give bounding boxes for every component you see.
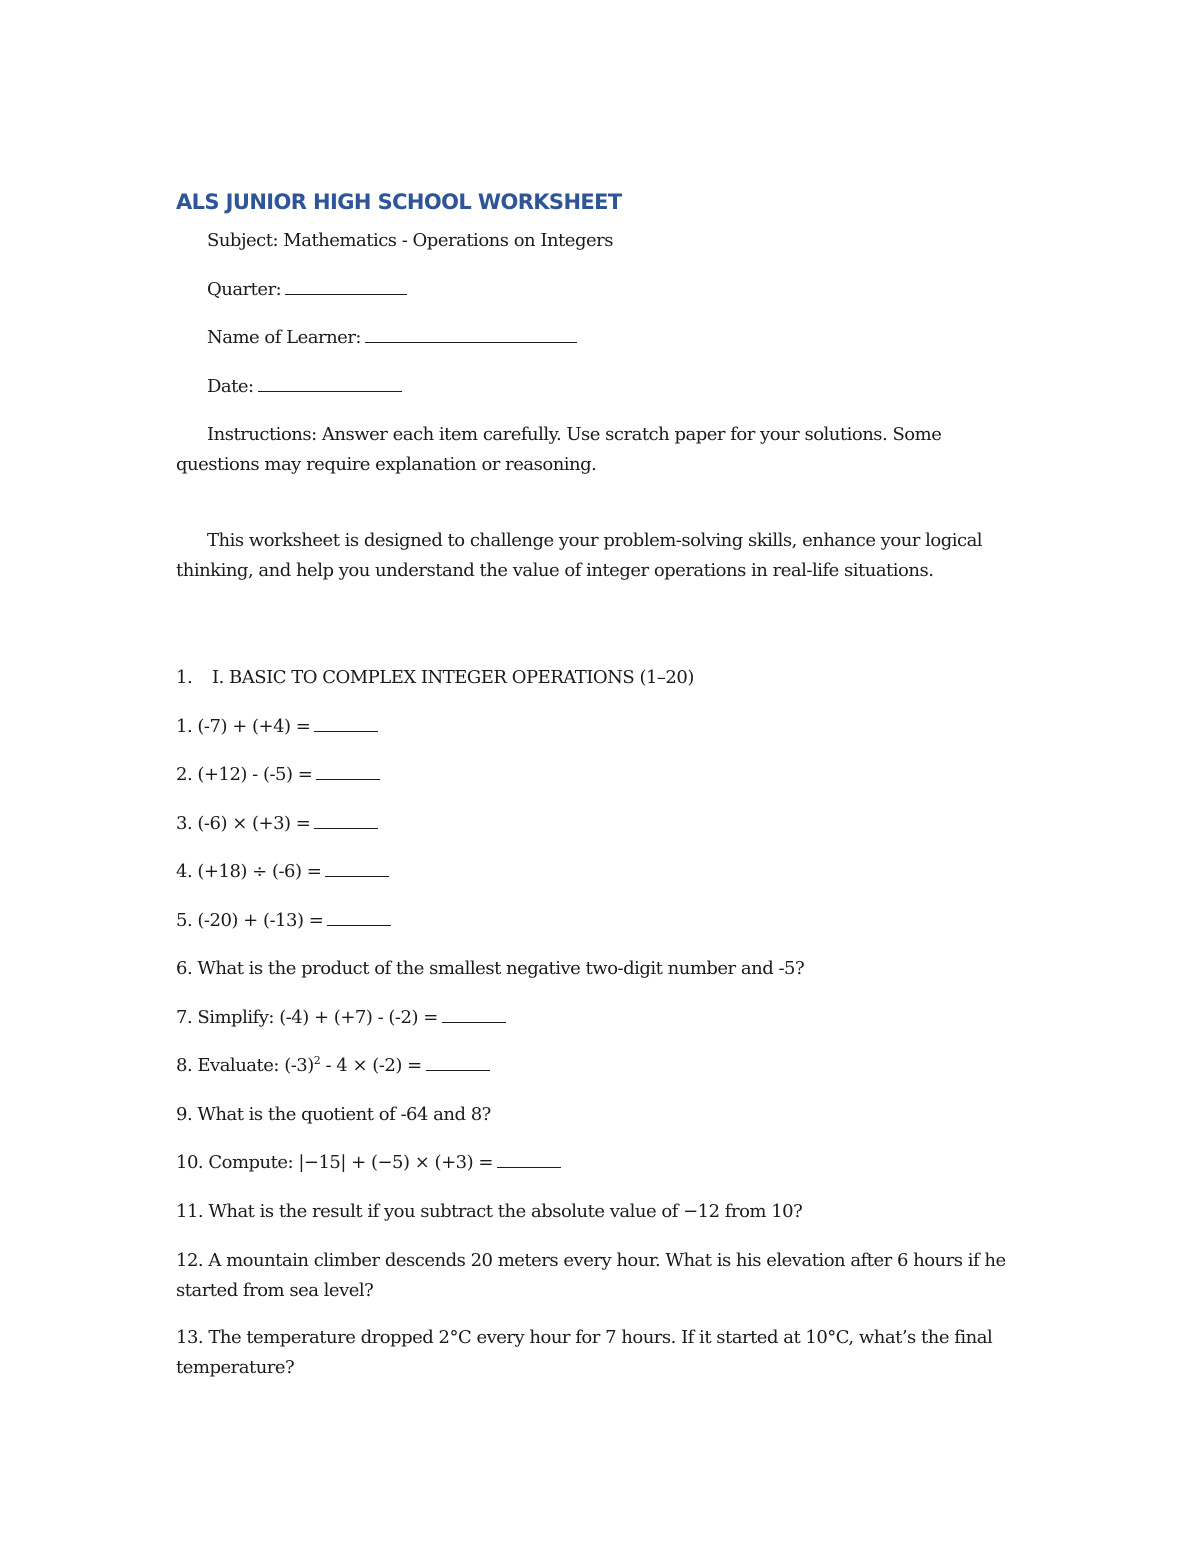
exponent: 2 — [313, 1054, 321, 1067]
question-text: 4. (+18) ÷ (-6) = — [176, 861, 322, 882]
question-8 — [176, 1051, 490, 1080]
question-text: 3. (-6) × (+3) = — [176, 813, 311, 834]
question-12: 12. A mountain climber descends 20 meters every hour. What is his elevation after 6 hours if he started from sea level? — [176, 1250, 1006, 1301]
name-field — [207, 323, 577, 352]
question-text: 7. Simplify: (-4) + (+7) - (-2) = — [176, 1007, 438, 1028]
answer-blank — [314, 810, 378, 829]
answer-blank — [314, 713, 378, 732]
subject-line: Subject: Mathematics - Operations on Integers — [207, 230, 613, 251]
intro-paragraph: This worksheet is designed to challenge your problem-solving skills, enhance your logical thinking, and help you understand the value of integer operations in real-life situations. — [176, 530, 983, 581]
date-label: Date: — [207, 376, 254, 397]
question-13: 13. The temperature dropped 2°C every hour for 7 hours. If it started at 10°C, what’s the final temperature? — [176, 1327, 993, 1378]
section-title: I. BASIC TO COMPLEX INTEGER OPERATIONS (1–20) — [212, 667, 694, 688]
question-text: 5. (-20) + (-13) = — [176, 910, 324, 931]
answer-blank — [442, 1004, 506, 1023]
answer-blank — [426, 1052, 490, 1071]
question-6: 6. What is the product of the smallest negative two-digit number and -5? — [176, 958, 805, 979]
question-text: 10. Compute: |−15| + (−5) × (+3) = — [176, 1152, 493, 1173]
quarter-label: Quarter: — [207, 279, 282, 300]
question-text-start: 8. Evaluate: (-3) — [176, 1055, 314, 1076]
answer-blank — [325, 858, 389, 877]
question-text-end: - 4 × (-2) = — [320, 1055, 422, 1076]
question-11: 11. What is the result if you subtract the absolute value of −12 from 10? — [176, 1201, 803, 1222]
answer-blank — [497, 1149, 561, 1168]
answer-blank — [316, 761, 380, 780]
quarter-blank — [285, 276, 407, 295]
quarter-field — [207, 275, 407, 304]
section-heading — [176, 663, 694, 692]
question-5 — [176, 906, 391, 935]
question-text: 2. (+12) - (-5) = — [176, 764, 313, 785]
instructions-paragraph: Instructions: Answer each item carefully. Use scratch paper for your solutions. Some questions may require explanation or reasoning. — [176, 424, 942, 475]
question-4 — [176, 857, 389, 886]
question-7 — [176, 1003, 506, 1032]
question-3 — [176, 809, 378, 838]
section-number: 1. — [176, 667, 193, 688]
date-blank — [258, 373, 402, 392]
name-blank — [365, 324, 577, 343]
question-10 — [176, 1148, 561, 1177]
question-9: 9. What is the quotient of -64 and 8? — [176, 1104, 491, 1125]
answer-blank — [327, 907, 391, 926]
question-2 — [176, 760, 380, 789]
worksheet-title: ALS JUNIOR HIGH SCHOOL WORKSHEET — [176, 190, 622, 214]
question-text: 1. (-7) + (+4) = — [176, 716, 311, 737]
name-label: Name of Learner: — [207, 327, 361, 348]
question-1 — [176, 712, 378, 741]
date-field — [207, 372, 402, 401]
